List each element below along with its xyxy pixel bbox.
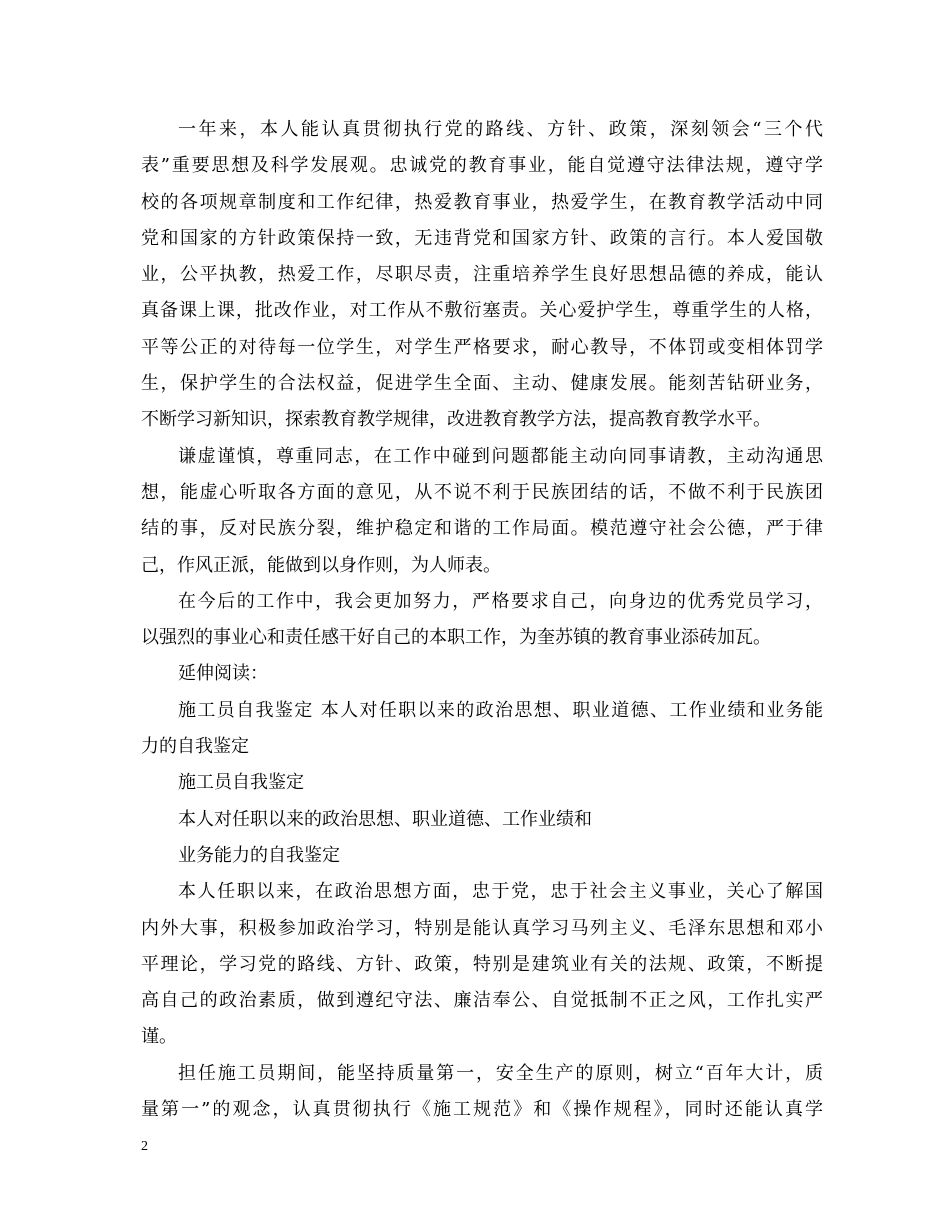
text-line: 在今后的工作中，我会更加努力，严格要求自己，向身边的优秀党员学习， (178, 590, 823, 612)
text-line: 结的事，反对民族分裂，维护稳定和谐的工作局面。模范遵守社会公德，严于律 (141, 518, 823, 540)
text-line: 业务能力的自我鉴定 (178, 844, 340, 866)
text-line: 不断学习新知识，探索教育教学规律，改进教育教学方法，提高教育教学水平。 (141, 409, 771, 431)
text-line: 平等公正的对待每一位学生，对学生严格要求，耐心教导，不体罚或变相体罚学 (141, 336, 823, 358)
text-line: 担任施工员期间，能坚持质量第一，安全生产的原则，树立“百年大计，质 (178, 1062, 823, 1084)
text-line: 施工员自我鉴定 本人对任职以来的政治思想、职业道德、工作业绩和业务能 (178, 699, 823, 721)
document-body (141, 112, 823, 1128)
text-line: 谨。 (141, 1026, 177, 1048)
text-line: 业，公平执教，热爱工作，尽职尽责，注重培养学生良好思想品德的养成，能认 (141, 264, 823, 286)
text-line: 校的各项规章制度和工作纪律，热爱教育事业，热爱学生，在教育教学活动中同 (141, 191, 823, 213)
text-line: 生，保护学生的合法权益，促进学生全面、主动、健康发展。能刻苦钻研业务， (141, 373, 823, 395)
text-line: 表”重要思想及科学发展观。忠诚党的教育事业，能自觉遵守法律法规，遵守学 (141, 155, 823, 177)
text-line: 内外大事，积极参加政治学习，特别是能认真学习马列主义、毛泽东思想和邓小 (141, 917, 823, 939)
text-line: 本人对任职以来的政治思想、职业道德、工作业绩和 (178, 808, 592, 830)
text-line: 党和国家的方针政策保持一致，无违背党和国家方针、政策的言行。本人爱国敬 (141, 227, 823, 249)
text-line: 一年来，本人能认真贯彻执行党的路线、方针、政策，深刻领会“三个代 (178, 119, 823, 140)
text-line: 谦虚谨慎，尊重同志，在工作中碰到问题都能主动向同事请教，主动沟通思 (178, 445, 823, 467)
text-line: 平理论，学习党的路线、方针、政策，特别是建筑业有关的法规、政策，不断提 (141, 953, 823, 975)
text-line: 量第一”的观念，认真贯彻执行《施工规范》和《操作规程》，同时还能认真学 (141, 1099, 823, 1121)
text-line: 高自己的政治素质，做到遵纪守法、廉洁奉公、自觉抵制不正之风，工作扎实严 (141, 990, 823, 1012)
text-line: 想，能虚心听取各方面的意见，从不说不利于民族团结的话，不做不利于民族团 (141, 481, 823, 503)
text-line: 真备课上课，批改作业，对工作从不敷衍塞责。关心爱护学生，尊重学生的人格， (141, 300, 823, 322)
text-line: 以强烈的事业心和责任感干好自己的本职工作，为奎苏镇的教育事业添砖加瓦。 (141, 627, 771, 649)
text-line: 延伸阅读： (178, 663, 268, 685)
text-line: 本人任职以来，在政治思想方面，忠于党，忠于社会主义事业，关心了解国 (178, 881, 823, 903)
text-line: 力的自我鉴定 (141, 736, 249, 758)
page-number: 2 (141, 1139, 148, 1154)
text-line: 施工员自我鉴定 (178, 772, 304, 794)
text-line: 己，作风正派，能做到以身作则，为人师表。 (141, 554, 501, 576)
